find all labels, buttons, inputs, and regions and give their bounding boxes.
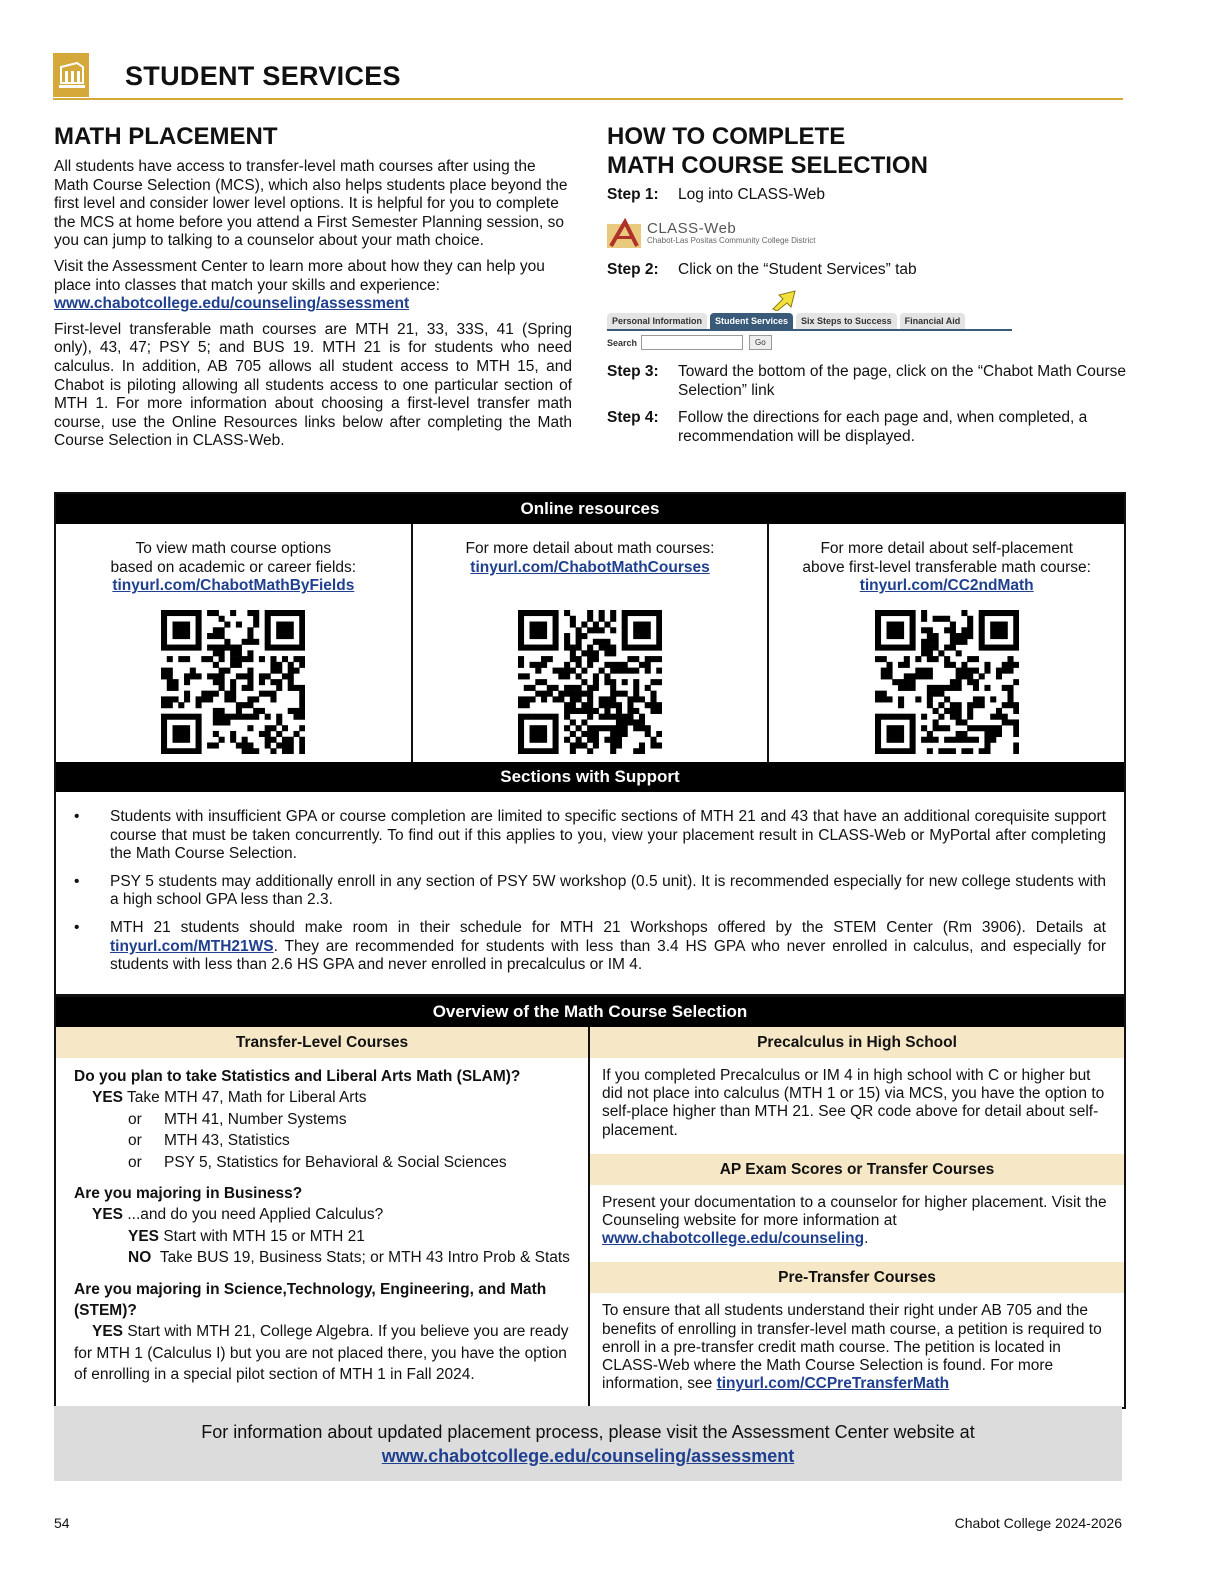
sections-with-support-box — [54, 762, 1126, 996]
how-to-title-line-2: MATH COURSE SELECTION — [607, 152, 928, 179]
transfer-level-heading: Transfer-Level Courses — [56, 1027, 588, 1058]
support-list — [56, 792, 1124, 994]
header-divider — [53, 98, 1123, 100]
tab-six-steps[interactable]: Six Steps to Success — [796, 313, 897, 329]
option-text: MTH 43, Statistics — [164, 1132, 290, 1150]
qr-code-icon[interactable] — [875, 610, 1019, 754]
pre-transfer-text — [590, 1293, 1124, 1407]
resource-cell — [56, 524, 413, 764]
classweb-logo — [607, 213, 1127, 253]
search-label: Search — [607, 337, 638, 348]
resource-line: based on academic or career fields: — [110, 558, 357, 576]
math-placement-paragraph-3: First-level transferable math courses are MTH 21, 33, 33S, 41 (Spring only), 43, 47; PSY 5; and BUS 19. MTH 21 is for students who need calculus. In addition, AB 705 allows all student access to MTH 15, and Chabot is piloting allowing all students access to one particular section of MTH 1. For more information about choosing a first-level transfer math course, use the Online Resources links below after completing the Math Course Selection in CLASS-Web. — [54, 320, 572, 450]
answer-text: Take MTH 47, Math for Liberal Arts — [127, 1089, 367, 1107]
qr-code-icon[interactable] — [518, 610, 662, 754]
college-logo-icon — [53, 53, 89, 97]
resource-link[interactable]: tinyurl.com/CC2ndMath — [859, 577, 1034, 595]
math-placement-paragraph-2 — [54, 258, 572, 314]
option-text: PSY 5, Statistics for Behavioral & Social Sciences — [164, 1153, 507, 1171]
step-1 — [607, 186, 1127, 205]
ap-exam-text — [590, 1185, 1124, 1263]
assessment-link[interactable]: www.chabotcollege.edu/counseling/assessment — [54, 295, 410, 313]
step-text: Click on the “Student Services” tab — [678, 260, 917, 278]
online-resources-title: Online resources — [56, 494, 1124, 524]
answer-paragraph — [74, 1321, 576, 1385]
math-placement-section — [54, 122, 572, 451]
assessment-info-band — [54, 1406, 1122, 1481]
bullet-text: MTH 21 students should make room in their schedule for MTH 21 Workshops offered by the STEM Center (Rm 3906). Details at — [110, 918, 1106, 936]
other-placement-column — [590, 1027, 1124, 1407]
search-input[interactable] — [641, 335, 743, 350]
support-title: Sections with Support — [56, 762, 1124, 792]
step-2 — [607, 261, 1127, 280]
no-label: NO — [128, 1249, 152, 1267]
classweb-tab-bar — [607, 313, 968, 329]
list-item — [74, 919, 1106, 975]
option-row — [74, 1109, 576, 1130]
or-label: or — [128, 1132, 142, 1150]
option-row — [74, 1152, 576, 1173]
ap-text: Present your documentation to a counselor for higher placement. Visit the Counseling website for more information at — [602, 1193, 1107, 1230]
step-3 — [607, 363, 1127, 400]
option-text: MTH 41, Number Systems — [164, 1110, 347, 1128]
classweb-search-row — [607, 335, 772, 350]
bullet-text: . They are recommended for students with less than 3.4 HS GPA who never enrolled in calculus, and especially for students with less than 2.6 HS GPA and never enrolled in precalculus or IM 4. — [110, 937, 1106, 974]
how-to-title-line-1: HOW TO COMPLETE — [607, 123, 846, 150]
answer-text: ...and do you need Applied Calculus? — [127, 1206, 384, 1224]
answer-text: Start with MTH 21, College Algebra. If you believe you are ready for MTH 1 (Calculus I) but you are not placed there, you have the option of enrolling in a special pilot section of MTH 1 in Fall 2024. — [74, 1323, 569, 1384]
option-row — [74, 1130, 576, 1151]
answer-text: Start with MTH 15 or MTH 21 — [163, 1227, 365, 1245]
catalog-title: Chabot College 2024-2026 — [954, 1515, 1122, 1531]
question-business: Are you majoring in Business? — [74, 1185, 303, 1203]
math-placement-paragraph-1: All students have access to transfer-level math courses after using the Math Course Selection (MCS), which also helps students place beyond the first level and consider lower level options. It is helpful for you to complete the MCS at home before you attend a First Semester Planning session, so you can jump to talking to a counselor about your math choice. — [54, 158, 568, 250]
precalculus-text: If you completed Precalculus or IM 4 in high school with C or higher but did not place into calculus (MTH 1 or 15) via MCS, you have the option to self-place higher than MTH 21. See QR code above for detail about self-placement. — [602, 1067, 1105, 1139]
step-label: Step 4: — [607, 409, 659, 427]
step-text: Log into CLASS-Web — [678, 186, 826, 203]
classweb-emblem-icon — [607, 216, 641, 250]
page-title: STUDENT SERVICES — [125, 61, 401, 91]
yes-label: YES — [92, 1206, 124, 1224]
step-label: Step 2: — [607, 260, 659, 278]
pre-transfer-link[interactable]: tinyurl.com/CCPreTransferMath — [716, 1375, 950, 1393]
go-button[interactable]: Go — [749, 335, 772, 350]
online-resources-box — [54, 492, 1126, 766]
classweb-name: CLASS-Web — [647, 220, 737, 238]
classweb-subtitle: Chabot-Las Positas Community College District — [647, 236, 816, 246]
tab-financial-aid[interactable]: Financial Aid — [900, 313, 966, 329]
transfer-level-column — [56, 1027, 590, 1407]
pointer-arrow-icon — [771, 289, 797, 311]
answer-row — [74, 1087, 576, 1108]
step-label: Step 1: — [607, 186, 659, 203]
resource-line: For more detail about math courses: — [465, 540, 715, 557]
ap-exam-heading: AP Exam Scores or Transfer Courses — [590, 1154, 1124, 1185]
yes-label: YES — [128, 1227, 160, 1245]
sub-answer-row — [74, 1247, 576, 1268]
list-item: • Students with insufficient GPA or course completion are limited to specific sections of MTH 21 and 43 that have an additional corequisite support course that must be taken concurrently. To find out if this applies to you, view your placement result in CLASS-Web or MyPortal after completing the Math Course Selection. — [74, 808, 1106, 864]
tab-personal-information[interactable]: Personal Information — [607, 313, 707, 329]
mth21ws-link[interactable]: tinyurl.com/MTH21WS — [110, 937, 274, 955]
resource-line: To view math course options — [135, 540, 332, 557]
how-to-title — [607, 122, 1127, 180]
footer-assessment-link[interactable]: www.chabotcollege.edu/counseling/assessment — [381, 1446, 795, 1466]
tab-underline — [607, 329, 1012, 331]
or-label: or — [128, 1110, 142, 1128]
yes-label: YES — [92, 1089, 124, 1107]
step-4 — [607, 409, 1127, 446]
list-item: • PSY 5 students may additionally enroll in any section of PSY 5W workshop (0.5 unit). It is recommended especially for new college students with a high school GPA less than 2.3. — [74, 873, 1106, 910]
resource-line: For more detail about self-placement — [820, 540, 1073, 557]
resource-link[interactable]: tinyurl.com/ChabotMathCourses — [470, 558, 710, 576]
overview-box — [54, 995, 1126, 1409]
step-text: Toward the bottom of the page, click on the “Chabot Math Course Selection” link — [678, 363, 1127, 399]
overview-title: Overview of the Math Course Selection — [56, 997, 1124, 1027]
page-number: 54 — [54, 1515, 70, 1531]
sub-answer-row — [74, 1226, 576, 1247]
ap-text-end: . — [864, 1230, 869, 1248]
answer-text: Take BUS 19, Business Stats; or MTH 43 Intro Prob & Stats — [159, 1249, 570, 1267]
question-slam: Do you plan to take Statistics and Liberal Arts Math (SLAM)? — [74, 1068, 521, 1085]
pre-transfer-heading: Pre-Transfer Courses — [590, 1262, 1124, 1293]
precalculus-heading: Precalculus in High School — [590, 1027, 1124, 1058]
resource-cell — [769, 524, 1124, 764]
footer-text: For information about updated placement process, please visit the Assessment Center website at — [201, 1422, 975, 1442]
step-label: Step 3: — [607, 363, 659, 381]
how-to-section — [607, 122, 1127, 447]
resource-line: above first-level transferable math course: — [802, 558, 1091, 576]
yes-label: YES — [92, 1323, 124, 1341]
question-stem: Are you majoring in Science,Technology, Engineering, and Math (STEM)? — [74, 1280, 547, 1320]
tab-student-services[interactable]: Student Services — [710, 313, 793, 329]
paragraph-2-text: Visit the Assessment Center to learn more about how they can help you place into classes that match your skills and experience: — [54, 257, 545, 294]
resource-cell — [413, 524, 770, 764]
pre-transfer-body: To ensure that all students understand their right under AB 705 and the benefits of enrolling in transfer-level math course, a petition is required to enroll in a pre-transfer credit math course. The petition is located in CLASS-Web where the Math Course Selection is found. For more information, see — [602, 1302, 1102, 1393]
counseling-link[interactable]: www.chabotcollege.edu/counseling — [602, 1230, 865, 1248]
resource-link[interactable]: tinyurl.com/ChabotMathByFields — [112, 577, 355, 595]
answer-row — [74, 1204, 576, 1225]
classweb-tabs-screenshot — [607, 289, 1012, 357]
or-label: or — [128, 1153, 142, 1171]
step-text: Follow the directions for each page and, when completed, a recommendation will be displayed. — [678, 409, 1088, 445]
math-placement-title: MATH PLACEMENT — [54, 123, 278, 150]
qr-code-icon[interactable] — [161, 610, 305, 754]
